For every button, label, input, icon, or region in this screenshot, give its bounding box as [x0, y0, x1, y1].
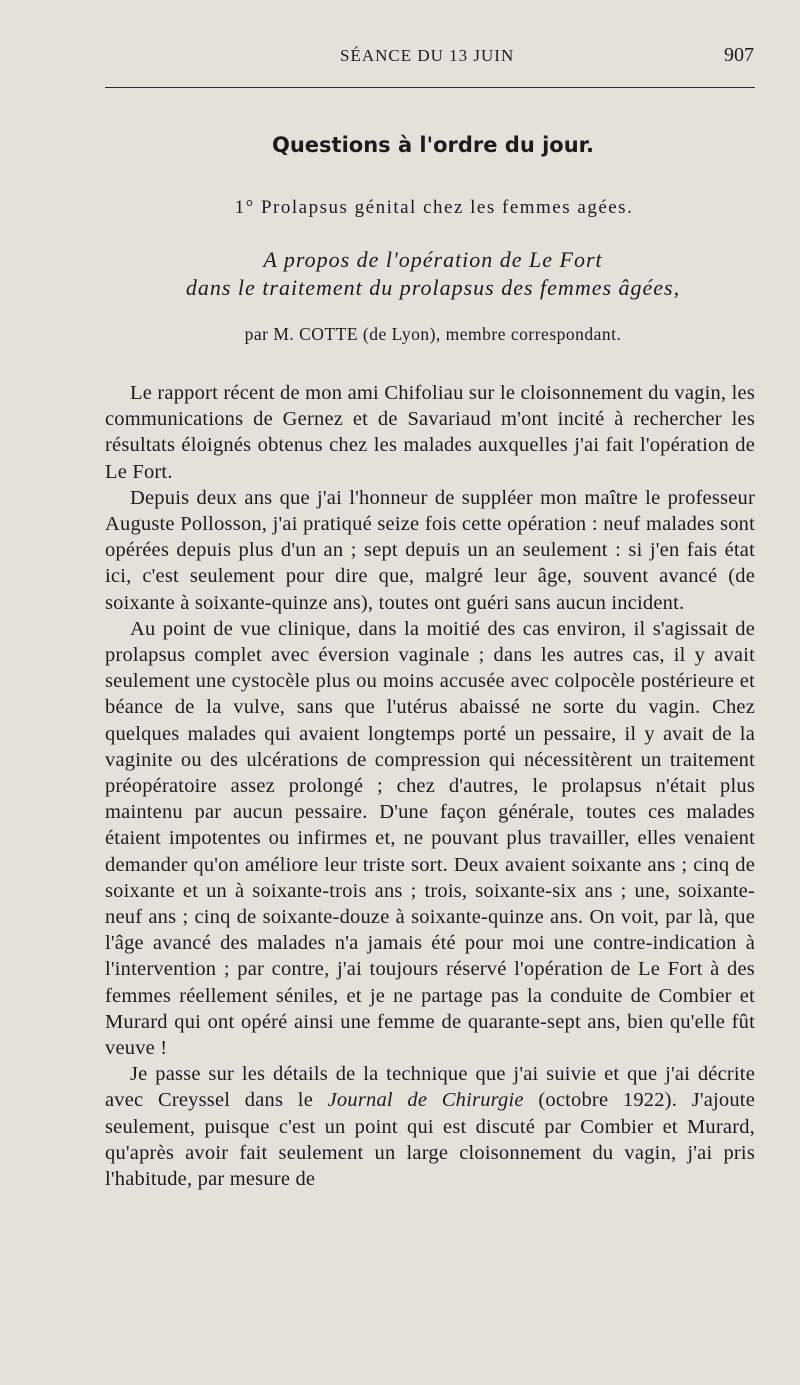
article-title	[0, 246, 800, 302]
paragraph-last	[105, 1061, 755, 1192]
article-title-line-1: A propos de l'opération de Le Fort	[263, 247, 603, 272]
header-rule	[105, 87, 755, 88]
article-title-line-2: dans le traitement du prolapsus des femmes âgées,	[185, 275, 681, 300]
paragraph: Depuis deux ans que j'ai l'honneur de suppléer mon maître le professeur Auguste Pollosson, j'ai pratiqué seize fois cette opération : neuf malades sont opérées depuis plus d'un an ; sept depuis un an seulement : si j'en fais état ici, c'est seulement pour dire que, malgré leur âge, souvent avancé (de soixante à soixante-quinze ans), toutes ont guéri sans aucun incident.	[105, 486, 755, 614]
page-number: 907	[724, 44, 754, 66]
paragraph: Le rapport récent de mon ami Chifoliau sur le cloisonnement du vagin, les communications de Gernez et de Savariaud m'ont incité à rechercher les résultats éloignés obtenus chez les malades auxquelles j'ai fait l'opération de Le Fort.	[105, 382, 755, 483]
running-title: SÉANCE DU 13 JUIN	[340, 46, 515, 65]
paragraph-text: Je passe sur les détails de la technique que j'ai suivie et que j'ai décrite avec Creyssel dans le	[105, 1063, 755, 1112]
page-header	[0, 44, 800, 74]
paragraph: Au point de vue clinique, dans la moitié des cas environ, il s'agissait de prolapsus complet avec éversion vaginale ; dans les autres cas, il y avait seulement une cystocèle plus ou moins accusée avec colpocèle postérieure et béance de la vulve, sans que l'utérus abaissé ne sorte du vagin. Chez quelques malades qui avaient longtemps porté un pessaire, il y avait de la vaginite ou des ulcérations de compression qui nécessitèrent un traitement préopératoire assez prolongé ; chez d'autres, le prolapsus n'était plus maintenu par aucun pessaire. D'une façon générale, toutes ces malades étaient impotentes ou infirmes et, ne pouvant plus travailler, elles venaient demander qu'on améliore leur triste sort. Deux avaient soixante ans ; cinq de soixante et un à soixante-trois ans ; trois, soixante-six ans ; une, soixante-neuf ans ; cinq de soixante-douze à soixante-quinze ans. On voit, par là, que l'âge avancé des malades n'a jamais été pour moi une contre-indication à l'intervention ; par contre, j'ai toujours réservé l'opération de Le Fort à des femmes réellement séniles, et je ne partage pas la conduite de Combier et Murard qui ont opéré ainsi une femme de quarante-sept ans, bien qu'elle fût veuve !	[105, 617, 755, 1060]
article-body	[105, 380, 755, 1192]
paragraph-text: (octobre 1922). J'ajoute seulement, puisque c'est un point qui est discuté par Combier et Murard, qu'après avoir fait seulement un large cloisonnement du vagin, j'ai pris l'habitude, par mesure de	[105, 1089, 756, 1191]
byline: par M. COTTE (de Lyon), membre correspondant.	[244, 324, 622, 344]
section-title: Questions à l'ordre du jour.	[271, 133, 594, 157]
subtitle: 1° Prolapsus génital chez les femmes agées.	[234, 197, 634, 218]
journal-title: Journal de Chirurgie	[327, 1089, 524, 1112]
